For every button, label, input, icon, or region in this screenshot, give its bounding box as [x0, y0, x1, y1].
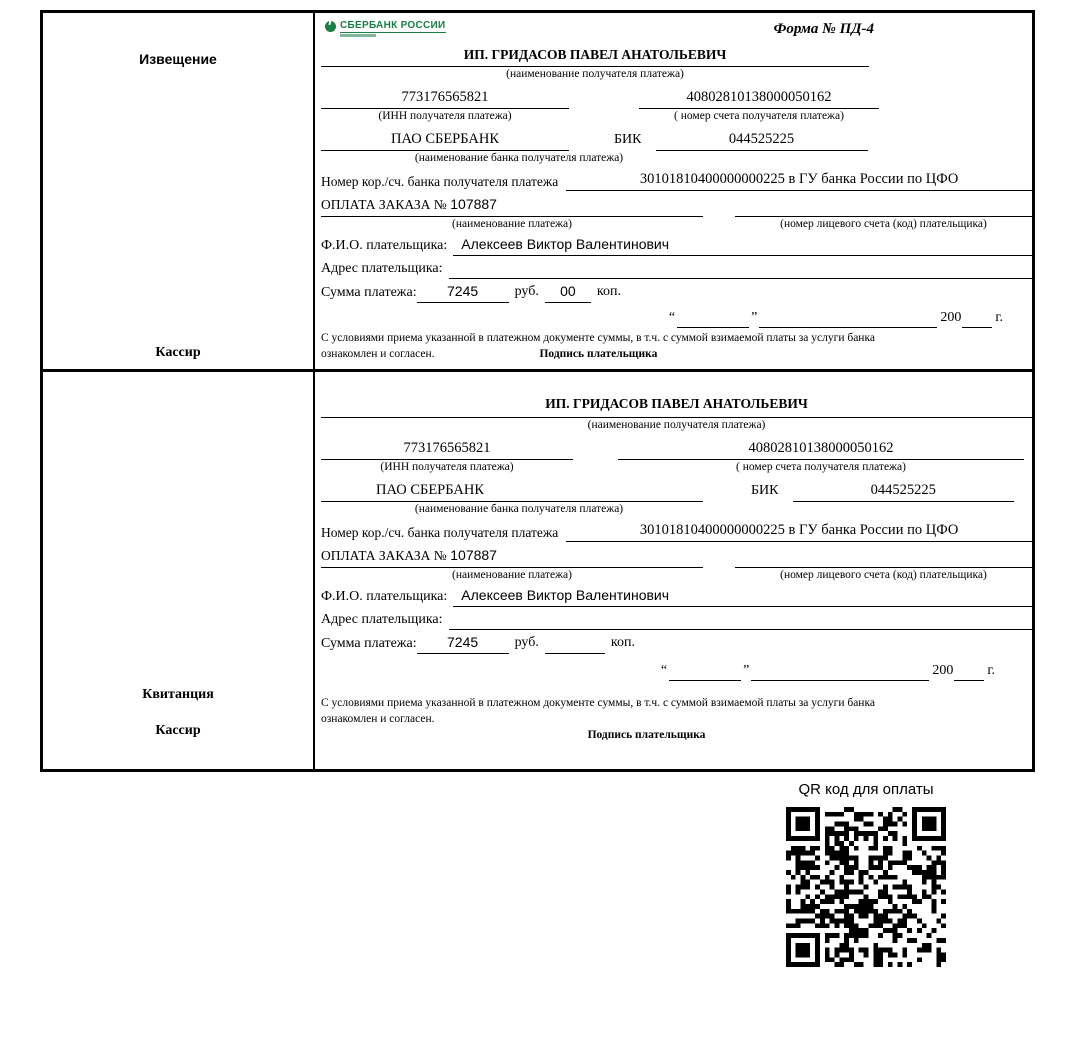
payment-form-pd4: [40, 10, 1035, 772]
payee-name: ИП. ГРИДАСОВ ПАВЕЛ АНАТОЛЬЕВИЧ: [321, 45, 869, 67]
year-prefix: 200: [940, 310, 962, 325]
payment-name-field: [321, 195, 703, 217]
payment-name-caption: (наименование платежа): [452, 218, 572, 230]
open-quote: “: [660, 663, 668, 678]
payee-name-caption: (наименование получателя платежа): [587, 419, 766, 431]
date-line: [321, 662, 996, 681]
inn-caption: (ИНН получателя платежа): [380, 461, 514, 473]
account-caption: ( номер счета получателя платежа): [674, 110, 844, 122]
date-day-field: [677, 310, 749, 328]
payment-name-prefix: ОПЛАТА ЗАКАЗА №: [321, 197, 447, 212]
qr-code: [786, 807, 946, 967]
payee-account-field: 40802810138000050162: [639, 88, 879, 109]
personal-account-caption: (номер лицевого счета (код) плательщика): [780, 569, 987, 581]
signature-label: Подпись плательщика: [587, 729, 706, 741]
year-suffix: г.: [995, 310, 1003, 325]
receipt-stub: [43, 372, 315, 769]
payer-address-field: [449, 610, 1032, 630]
payee-inn-field: 773176565821: [321, 88, 569, 109]
fio-label: Ф.И.О. плательщика:: [321, 589, 448, 604]
payment-name-field: [321, 546, 703, 568]
notice-section: [43, 13, 1032, 372]
sberbank-logo-icon: [325, 21, 336, 32]
open-quote: “: [668, 310, 676, 325]
sum-rub-field: 7245: [417, 633, 509, 654]
receipt-body: [315, 372, 1032, 769]
bik-field: 044525225: [793, 481, 1015, 502]
account-caption: ( номер счета получателя платежа): [736, 461, 906, 473]
payee-account-field: 40802810138000050162: [618, 439, 1024, 460]
sum-rub-field: 7245: [417, 282, 509, 303]
agreement-line2: ознакомлен и согласен.: [321, 713, 435, 725]
sum-kop-field: [545, 652, 605, 654]
form-number: Форма № ПД-4: [773, 21, 874, 37]
bank-caption: (наименование банка получателя платежа): [414, 152, 624, 164]
payer-fio-field: Алексеев Виктор Валентинович: [453, 586, 1032, 607]
rub-label: руб.: [514, 635, 539, 650]
stub-label-receipt: Квитанция: [142, 687, 214, 702]
signature-label: Подпись плательщика: [539, 348, 658, 360]
date-day-field: [669, 663, 741, 681]
bank-name-field: ПАО СБЕРБАНК: [321, 130, 569, 151]
corr-account-label: Номер кор./сч. банка получателя платежа: [321, 174, 559, 189]
qr-caption: QR код для оплаты: [798, 781, 934, 798]
payer-address-field: [449, 259, 1032, 279]
address-label: Адрес плательщика:: [321, 612, 443, 627]
stub-label-cashier: Кассир: [155, 345, 201, 360]
payment-name-caption: (наименование платежа): [452, 569, 572, 581]
date-month-field: [751, 663, 929, 681]
bik-label: БИК: [614, 132, 642, 147]
bik-label: БИК: [751, 483, 779, 498]
year-prefix: 200: [932, 663, 954, 678]
payee-name-caption: (наименование получателя платежа): [506, 68, 684, 80]
agreement-text: [321, 695, 1032, 727]
corr-account-field: 30101810400000000225 в ГУ банка России по ЦФО: [566, 521, 1032, 542]
notice-body: [315, 13, 1032, 369]
stub-label-cashier: Кассир: [155, 723, 201, 738]
personal-account-caption: (номер лицевого счета (код) плательщика): [780, 218, 987, 230]
sberbank-logo-text: СБЕРБАНК РОССИИ: [340, 20, 446, 31]
rub-label: руб.: [514, 284, 539, 299]
sum-label: Сумма платежа:: [321, 285, 417, 300]
order-number: 107887: [450, 547, 497, 563]
close-quote: ”: [751, 310, 758, 325]
qr-block: [747, 781, 985, 967]
date-year-field: [962, 310, 992, 328]
close-quote: ”: [743, 663, 750, 678]
notice-stub: [43, 13, 315, 369]
sum-kop-field: 00: [545, 282, 591, 303]
agreement-line1: С условиями приема указанной в платежном документе суммы, в т.ч. с суммой взимаемой платы за услуги банка: [321, 332, 875, 344]
kop-label: коп.: [610, 635, 635, 650]
kop-label: коп.: [596, 284, 621, 299]
inn-caption: (ИНН получателя платежа): [378, 110, 512, 122]
bank-name-field: ПАО СБЕРБАНК: [321, 481, 703, 502]
sum-label: Сумма платежа:: [321, 636, 417, 651]
sberbank-logo: [321, 20, 446, 37]
agreement-line1: С условиями приема указанной в платежном документе суммы, в т.ч. с суммой взимаемой платы за услуги банка: [321, 697, 875, 709]
bik-field: 044525225: [656, 130, 868, 151]
receipt-section: [43, 372, 1032, 769]
date-month-field: [759, 310, 937, 328]
payee-name: ИП. ГРИДАСОВ ПАВЕЛ АНАТОЛЬЕВИЧ: [321, 394, 1032, 418]
payer-fio-field: Алексеев Виктор Валентинович: [453, 235, 1032, 256]
payment-name-prefix: ОПЛАТА ЗАКАЗА №: [321, 548, 447, 563]
address-label: Адрес плательщика:: [321, 261, 443, 276]
corr-account-label: Номер кор./сч. банка получателя платежа: [321, 525, 559, 540]
bank-caption: (наименование банка получателя платежа): [414, 503, 624, 515]
order-number: 107887: [450, 196, 497, 212]
year-suffix: г.: [987, 663, 995, 678]
corr-account-field: 30101810400000000225 в ГУ банка России по ЦФО: [566, 170, 1032, 191]
agreement-text: [321, 330, 1032, 362]
date-line: [321, 309, 1004, 328]
agreement-line2: ознакомлен и согласен.: [321, 348, 435, 360]
date-year-field: [954, 663, 984, 681]
payee-inn-field: 773176565821: [321, 439, 573, 460]
personal-account-field: [735, 197, 1032, 217]
sberbank-logo-tagline: [340, 34, 376, 37]
personal-account-field: [735, 548, 1032, 568]
stub-label-notice: Извещение: [139, 51, 217, 67]
fio-label: Ф.И.О. плательщика:: [321, 238, 448, 253]
